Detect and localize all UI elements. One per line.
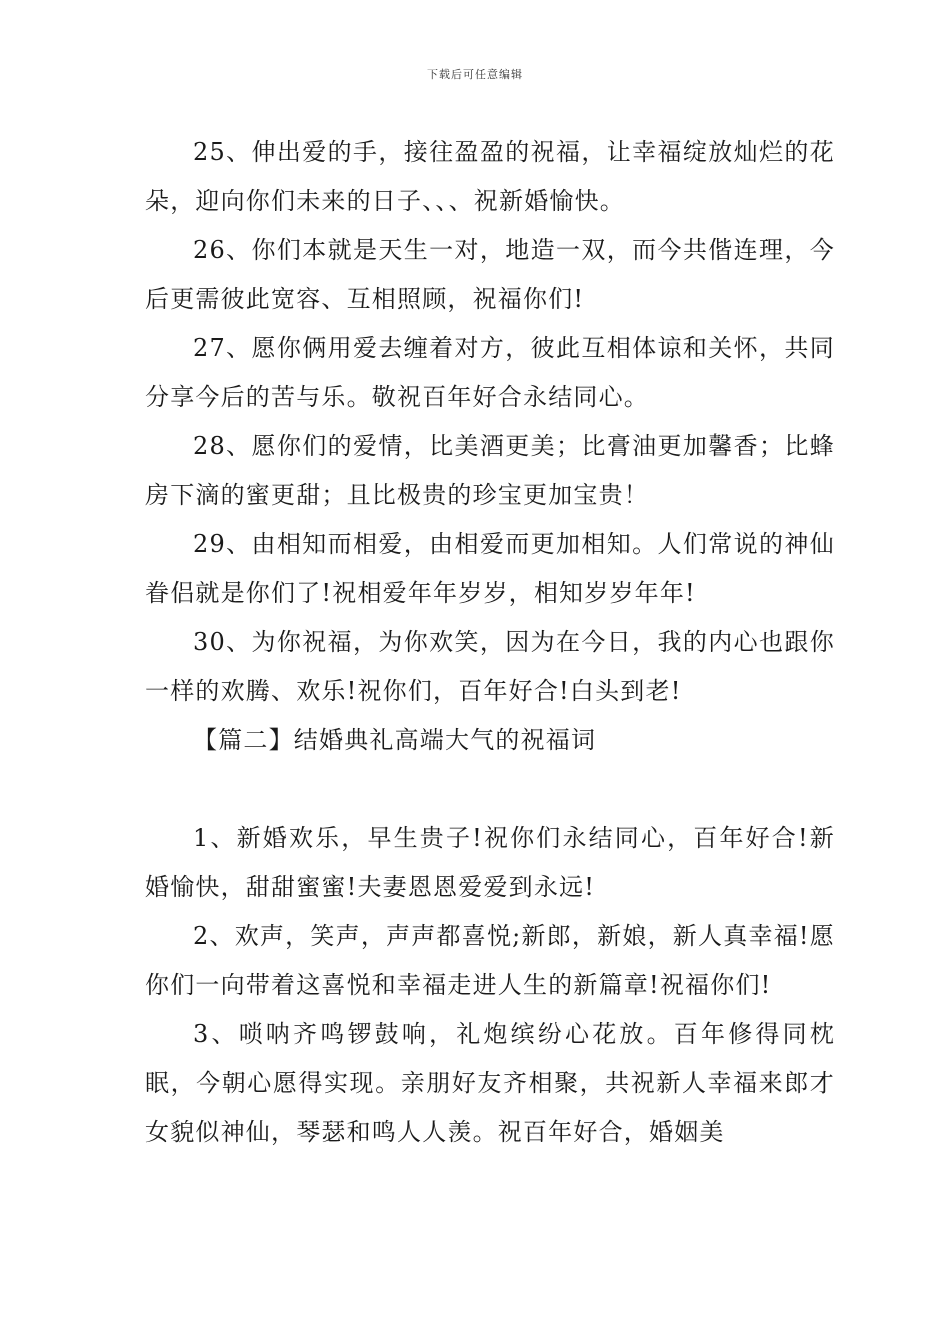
paragraph-26: 26、你们本就是天生一对，地造一双，而今共偕连理，今后更需彼此宽容、互相照顾，祝福你们! [145,236,835,313]
paragraph-29: 29、由相知而相爱，由相爱而更加相知。人们常说的神仙眷侣就是你们了!祝相爱年年岁岁，相知岁岁年年! [145,530,835,607]
paragraph-30: 30、为你祝福，为你欢笑，因为在今日，我的内心也跟你一样的欢腾、欢乐!祝你们，百年好合!白头到老! [145,628,835,705]
section-heading: 【篇二】结婚典礼高端大气的祝福词 [193,726,597,754]
blank-line [145,765,835,814]
paragraph-28: 28、愿你们的爱情，比美酒更美；比膏油更加馨香；比蜂房下滴的蜜更甜；且比极贵的珍宝更加宝贵！ [145,432,835,509]
paragraph-2: 2、欢声，笑声，声声都喜悦;新郎，新娘，新人真幸福!愿你们一向带着这喜悦和幸福走进人生的新篇章!祝福你们! [145,922,835,999]
page-header: 下载后可任意编辑 [427,68,523,81]
paragraph-27: 27、愿你俩用爱去缠着对方，彼此互相体谅和关怀，共同分享今后的苦与乐。敬祝百年好合永结同心。 [145,334,835,411]
paragraph-3: 3、唢呐齐鸣锣鼓响，礼炮缤纷心花放。百年修得同枕眠，今朝心愿得实现。亲朋好友齐相聚，共祝新人幸福来郎才女貌似神仙，琴瑟和鸣人人羡。祝百年好合，婚姻美 [145,1020,835,1146]
paragraph-25: 25、伸出爱的手，接往盈盈的祝福，让幸福绽放灿烂的花朵，迎向你们未来的日子、、、祝新婚愉快。 [145,138,835,215]
paragraph-1: 1、新婚欢乐，早生贵子!祝你们永结同心，百年好合!新婚愉快，甜甜蜜蜜!夫妻恩恩爱爱到永远! [145,824,835,901]
document-body [145,128,835,1157]
